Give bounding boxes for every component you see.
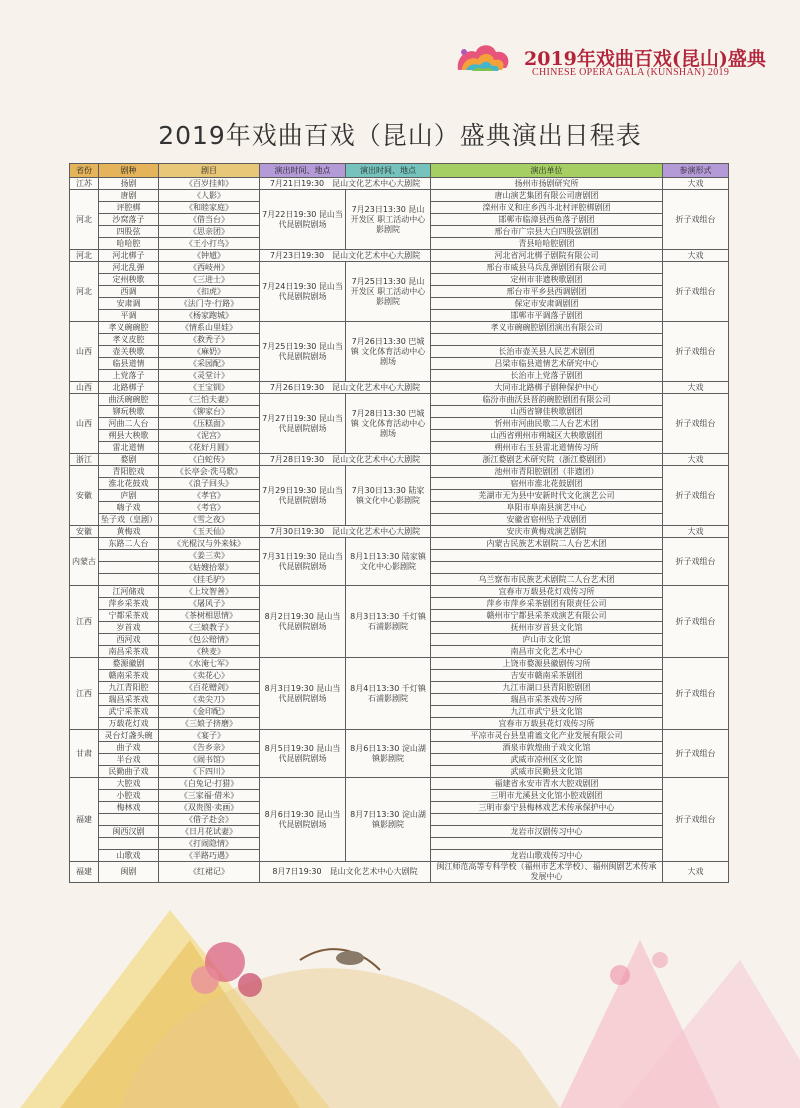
- troupe-cell: 邢台市广宗县大白四股弦剧团: [431, 226, 663, 238]
- troupe-cell: 九江市武宁县文化馆: [431, 706, 663, 718]
- play-cell: 《水淹七军》: [159, 658, 260, 670]
- play-cell: 《思亲团》: [159, 226, 260, 238]
- play-cell: 《打闹隐情》: [159, 838, 260, 850]
- province-cell: 河北: [70, 190, 99, 250]
- play-cell: 《上坟智善》: [159, 586, 260, 598]
- play-cell: 《白蛇传》: [159, 454, 260, 466]
- genre-cell: [99, 838, 159, 850]
- troupe-cell: 芜湖市无为县中安新时代文化演艺公司: [431, 490, 663, 502]
- genre-cell: 孝义碗碗腔: [99, 322, 159, 334]
- genre-cell: 哈哈腔: [99, 238, 159, 250]
- play-cell: 《钟馗》: [159, 250, 260, 262]
- header-time-evening: 演出时间、地点: [260, 164, 346, 178]
- header-province: 省份: [70, 164, 99, 178]
- gala-logo: [452, 40, 766, 88]
- province-cell: 内蒙古: [70, 538, 99, 586]
- format-cell: 折子戏组台: [663, 658, 729, 730]
- troupe-cell: 忻州市河曲民歌二人台艺术团: [431, 418, 663, 430]
- play-cell: 《借子赴会》: [159, 814, 260, 826]
- performance-time-cell: 7月26日19:30 昆山文化艺术中心大剧院: [260, 382, 431, 394]
- genre-cell: 闽剧: [99, 862, 159, 883]
- play-cell: 《闹书馆》: [159, 754, 260, 766]
- play-cell: 《雪之夜》: [159, 514, 260, 526]
- genre-cell: [99, 574, 159, 586]
- genre-cell: 西调: [99, 286, 159, 298]
- table-row: [70, 190, 729, 202]
- play-cell: 《百岁挂帅》: [159, 178, 260, 190]
- genre-cell: 东路二人台: [99, 538, 159, 550]
- play-cell: 《茶树相思情》: [159, 610, 260, 622]
- province-cell: 福建: [70, 778, 99, 862]
- performance-time-cell: 8月7日19:30 昆山文化艺术中心大剧院: [260, 862, 431, 883]
- genre-cell: 大腔戏: [99, 778, 159, 790]
- province-cell: 山西: [70, 382, 99, 394]
- play-cell: 《包公赔情》: [159, 634, 260, 646]
- troupe-cell: 大同市北路梆子剧种保护中心: [431, 382, 663, 394]
- province-cell: 山西: [70, 322, 99, 382]
- troupe-cell: [431, 814, 663, 826]
- afternoon-time-cell: 7月25日13:30 昆山开发区 职工活动中心影剧院: [346, 262, 431, 322]
- play-cell: 《人影》: [159, 190, 260, 202]
- table-row: [70, 178, 729, 190]
- troupe-cell: 保定市安肃调剧团: [431, 298, 663, 310]
- troupe-cell: 滦州市义和庄乡西斗北村评腔梆剧团: [431, 202, 663, 214]
- troupe-cell: [431, 550, 663, 562]
- play-cell: 《杨家跑城》: [159, 310, 260, 322]
- genre-cell: 曲子戏: [99, 742, 159, 754]
- play-cell: 《和睦家庭》: [159, 202, 260, 214]
- genre-cell: 孝义皮腔: [99, 334, 159, 346]
- troupe-cell: 山西省铆佳秧歌剧团: [431, 406, 663, 418]
- play-cell: 《西岐州》: [159, 262, 260, 274]
- genre-cell: 曲沃碗碗腔: [99, 394, 159, 406]
- troupe-cell: 河北省河北梆子剧院有限公司: [431, 250, 663, 262]
- play-cell: 《百花赠剑》: [159, 682, 260, 694]
- evening-time-cell: 7月24日19:30 昆山当代昆剧院剧场: [260, 262, 346, 322]
- troupe-cell: 邢台市平乡县西调剧团: [431, 286, 663, 298]
- troupe-cell: 三明市尤溪县文化馆小腔戏剧团: [431, 790, 663, 802]
- genre-cell: 唐剧: [99, 190, 159, 202]
- play-cell: 《半路巧遇》: [159, 850, 260, 862]
- troupe-cell: 青县哈哈腔剧团: [431, 238, 663, 250]
- genre-cell: 淮北花鼓戏: [99, 478, 159, 490]
- format-cell: 折子戏组台: [663, 190, 729, 250]
- province-cell: 福建: [70, 862, 99, 883]
- play-cell: 《秧麦》: [159, 646, 260, 658]
- table-row: [70, 322, 729, 334]
- genre-cell: 岁首戏: [99, 622, 159, 634]
- troupe-cell: 武威市民勤县文化馆: [431, 766, 663, 778]
- troupe-cell: 安庆市黄梅戏演艺剧院: [431, 526, 663, 538]
- play-cell: 《灵堂计》: [159, 370, 260, 382]
- header-troupe: 演出单位: [431, 164, 663, 178]
- play-cell: 《卖花心》: [159, 670, 260, 682]
- afternoon-time-cell: 7月30日13:30 陆家镇文化中心影剧院: [346, 466, 431, 526]
- afternoon-time-cell: 7月23日13:30 昆山开发区 职工活动中心影剧院: [346, 190, 431, 250]
- play-cell: 《三家福·借米》: [159, 790, 260, 802]
- genre-cell: [99, 550, 159, 562]
- play-cell: 《铆家台》: [159, 406, 260, 418]
- troupe-cell: 九江市湖口县青阳腔剧团: [431, 682, 663, 694]
- province-cell: 河北: [70, 250, 99, 262]
- play-cell: 《情系山里娃》: [159, 322, 260, 334]
- play-cell: 《法门寺·行路》: [159, 298, 260, 310]
- play-cell: 《下四川》: [159, 766, 260, 778]
- genre-cell: 江河储戏: [99, 586, 159, 598]
- afternoon-time-cell: 7月28日13:30 巴城镇 文化体育活动中心剧场: [346, 394, 431, 454]
- genre-cell: 梅林戏: [99, 802, 159, 814]
- troupe-cell: 宜春市万载县花灯戏传习所: [431, 586, 663, 598]
- format-cell: 大戏: [663, 382, 729, 394]
- genre-cell: 北路梆子: [99, 382, 159, 394]
- gala-emblem-icon: [452, 40, 514, 80]
- genre-cell: 黄梅戏: [99, 526, 159, 538]
- play-cell: 《红裙记》: [159, 862, 260, 883]
- table-header-row: [70, 164, 729, 178]
- troupe-cell: 吕梁市临县道情艺术研究中心: [431, 358, 663, 370]
- evening-time-cell: 8月6日19:30 昆山当代昆剧院剧场: [260, 778, 346, 862]
- genre-cell: 灵台灯盏头碗: [99, 730, 159, 742]
- play-cell: 《金印配》: [159, 706, 260, 718]
- schedule-table: [69, 163, 729, 883]
- play-cell: 《三进士》: [159, 274, 260, 286]
- header-time-afternoon: 演出时间、地点: [346, 164, 431, 178]
- troupe-cell: 三明市泰宁县梅林戏艺术传承保护中心: [431, 802, 663, 814]
- play-cell: 《麻奶》: [159, 346, 260, 358]
- troupe-cell: 扬州市扬剧研究所: [431, 178, 663, 190]
- troupe-cell: 邯郸市临漳县西鱼落子剧团: [431, 214, 663, 226]
- afternoon-time-cell: 8月7日13:30 淀山湖镇影剧院: [346, 778, 431, 862]
- table-row: [70, 466, 729, 478]
- play-cell: 《挂毛驴》: [159, 574, 260, 586]
- evening-time-cell: 8月3日19:30 昆山当代昆剧院剧场: [260, 658, 346, 730]
- genre-cell: 评腔梆: [99, 202, 159, 214]
- troupe-cell: 内蒙古民族艺术剧院二人台艺术团: [431, 538, 663, 550]
- play-cell: 《姜三卖》: [159, 550, 260, 562]
- performance-time-cell: 7月28日19:30 昆山文化艺术中心大剧院: [260, 454, 431, 466]
- play-cell: 《三娘教子》: [159, 622, 260, 634]
- troupe-cell: 平凉市灵台县皇甫谧文化产业发展有限公司: [431, 730, 663, 742]
- afternoon-time-cell: 8月6日13:30 淀山湖镇影剧院: [346, 730, 431, 778]
- header-format: 参演形式: [663, 164, 729, 178]
- troupe-cell: 唐山演艺集团有限公司唐剧团: [431, 190, 663, 202]
- troupe-cell: 庐山市文化馆: [431, 634, 663, 646]
- troupe-cell: 宜春市万载县花灯戏传习所: [431, 718, 663, 730]
- evening-time-cell: 7月27日19:30 昆山当代昆剧院剧场: [260, 394, 346, 454]
- genre-cell: 武宁采茶戏: [99, 706, 159, 718]
- afternoon-time-cell: 8月1日13:30 陆家镇文化中心影剧院: [346, 538, 431, 586]
- genre-cell: 西河戏: [99, 634, 159, 646]
- genre-cell: 半台戏: [99, 754, 159, 766]
- performance-time-cell: 7月21日19:30 昆山文化艺术中心大剧院: [260, 178, 431, 190]
- troupe-cell: 临汾市曲沃县晋韵碗腔剧团有限公司: [431, 394, 663, 406]
- troupe-cell: 宿州市淮北花鼓剧团: [431, 478, 663, 490]
- play-cell: 《借当台》: [159, 214, 260, 226]
- play-cell: 《救秃子》: [159, 334, 260, 346]
- play-cell: 《王宝钏》: [159, 382, 260, 394]
- troupe-cell: [431, 838, 663, 850]
- genre-cell: 朔县大秧歌: [99, 430, 159, 442]
- evening-time-cell: 8月5日19:30 昆山当代昆剧院剧场: [260, 730, 346, 778]
- province-cell: 江西: [70, 586, 99, 658]
- genre-cell: 赣南采茶戏: [99, 670, 159, 682]
- table-row: [70, 586, 729, 598]
- troupe-cell: 长治市壶关县人民艺术剧团: [431, 346, 663, 358]
- troupe-cell: [431, 334, 663, 346]
- troupe-cell: 邯郸市平调落子剧团: [431, 310, 663, 322]
- genre-cell: [99, 814, 159, 826]
- table-row: [70, 538, 729, 550]
- decorative-fan-art: [0, 900, 800, 1108]
- province-cell: 甘肃: [70, 730, 99, 778]
- format-cell: 折子戏组台: [663, 262, 729, 322]
- troupe-cell: 萍乡市萍乡采茶剧团有限责任公司: [431, 598, 663, 610]
- table-row: [70, 394, 729, 406]
- troupe-cell: 闽江师范高等专科学校（福州市艺术学校）、福州闽剧艺术传承发展中心: [431, 862, 663, 883]
- troupe-cell: 酒泉市敦煌曲子戏文化馆: [431, 742, 663, 754]
- format-cell: 折子戏组台: [663, 394, 729, 454]
- format-cell: 折子戏组台: [663, 586, 729, 658]
- format-cell: 大戏: [663, 178, 729, 190]
- play-cell: 《姑嫂拾翠》: [159, 562, 260, 574]
- troupe-cell: 瑞昌市采茶戏传习所: [431, 694, 663, 706]
- play-cell: 《双贵图·卖画》: [159, 802, 260, 814]
- play-cell: 《屠风子》: [159, 598, 260, 610]
- format-cell: 折子戏组台: [663, 466, 729, 526]
- performance-time-cell: 7月30日19:30 昆山文化艺术中心大剧院: [260, 526, 431, 538]
- play-cell: 《三怕夫妻》: [159, 394, 260, 406]
- genre-cell: [99, 562, 159, 574]
- evening-time-cell: 7月22日19:30 昆山当代昆剧院剧场: [260, 190, 346, 250]
- genre-cell: 婺源徽剧: [99, 658, 159, 670]
- troupe-cell: [431, 562, 663, 574]
- troupe-cell: 赣州市宁都县采茶戏演艺有限公司: [431, 610, 663, 622]
- play-cell: 《采园配》: [159, 358, 260, 370]
- format-cell: 大戏: [663, 862, 729, 883]
- table-row: [70, 454, 729, 466]
- troupe-cell: 池州市青阳腔剧团（非遗团）: [431, 466, 663, 478]
- page-title: 2019年戏曲百戏（昆山）盛典演出日程表: [158, 121, 642, 150]
- genre-cell: 宁都采茶戏: [99, 610, 159, 622]
- play-cell: 《扣虎》: [159, 286, 260, 298]
- evening-time-cell: 7月29日19:30 昆山当代昆剧院剧场: [260, 466, 346, 526]
- schedule-body: [70, 178, 729, 883]
- play-cell: 《卖尖刀》: [159, 694, 260, 706]
- genre-cell: 铆玩秧歌: [99, 406, 159, 418]
- genre-cell: 瑞昌采茶戏: [99, 694, 159, 706]
- table-row: [70, 778, 729, 790]
- format-cell: 折子戏组台: [663, 730, 729, 778]
- genre-cell: 小腔戏: [99, 790, 159, 802]
- format-cell: 折子戏组台: [663, 322, 729, 382]
- genre-cell: 临县道情: [99, 358, 159, 370]
- troupe-cell: 长治市上党落子剧团: [431, 370, 663, 382]
- play-cell: 《孝官》: [159, 490, 260, 502]
- table-row: [70, 658, 729, 670]
- genre-cell: 河北乱弹: [99, 262, 159, 274]
- table-row: [70, 262, 729, 274]
- play-cell: 《花好月圆》: [159, 442, 260, 454]
- genre-cell: 沙窝落子: [99, 214, 159, 226]
- genre-cell: 民勤曲子戏: [99, 766, 159, 778]
- genre-cell: 平调: [99, 310, 159, 322]
- play-cell: 《浪子回头》: [159, 478, 260, 490]
- troupe-cell: 龙岩市汉剧传习中心: [431, 826, 663, 838]
- play-cell: 《光棍汉与外来妹》: [159, 538, 260, 550]
- genre-cell: 九江青阳腔: [99, 682, 159, 694]
- evening-time-cell: 7月25日19:30 昆山当代昆剧院剧场: [260, 322, 346, 382]
- afternoon-time-cell: 7月26日13:30 巴城镇 文化体育活动中心剧场: [346, 322, 431, 382]
- genre-cell: 萍乡采茶戏: [99, 598, 159, 610]
- troupe-cell: 吉安市赣南采茶剧团: [431, 670, 663, 682]
- genre-cell: 定州秧歌: [99, 274, 159, 286]
- genre-cell: 万载花灯戏: [99, 718, 159, 730]
- troupe-cell: 阜阳市阜南县演艺中心: [431, 502, 663, 514]
- genre-cell: 安肃调: [99, 298, 159, 310]
- play-cell: 《长亭会·洗马歌》: [159, 466, 260, 478]
- format-cell: 大戏: [663, 526, 729, 538]
- afternoon-time-cell: 8月3日13:30 千灯镇石浦影剧院: [346, 586, 431, 658]
- play-cell: 《玉天仙》: [159, 526, 260, 538]
- logo-title: 2019年戏曲百戏(昆山)盛典: [524, 48, 766, 70]
- header-genre: 剧种: [99, 164, 159, 178]
- genre-cell: 上党落子: [99, 370, 159, 382]
- play-cell: 《压糕面》: [159, 418, 260, 430]
- genre-cell: 河北梆子: [99, 250, 159, 262]
- province-cell: 河北: [70, 262, 99, 322]
- table-row: [70, 862, 729, 883]
- play-cell: 《考官》: [159, 502, 260, 514]
- troupe-cell: 定州市非遗秧歌剧团: [431, 274, 663, 286]
- troupe-cell: 抚州市岁首县文化馆: [431, 622, 663, 634]
- table-row: [70, 382, 729, 394]
- play-cell: 《白兔记·打猎》: [159, 778, 260, 790]
- troupe-cell: 南昌市文化艺术中心: [431, 646, 663, 658]
- troupe-cell: 上饶市婺源县徽剧传习所: [431, 658, 663, 670]
- troupe-cell: 浙江婺剧艺术研究院（浙江婺剧团）: [431, 454, 663, 466]
- troupe-cell: 孝义市碗碗腔剧团演出有限公司: [431, 322, 663, 334]
- format-cell: 折子戏组台: [663, 538, 729, 586]
- play-cell: 《三娘子挤磨》: [159, 718, 260, 730]
- genre-cell: 婺剧: [99, 454, 159, 466]
- troupe-cell: 福建省永安市青水大腔戏剧团: [431, 778, 663, 790]
- province-cell: 山西: [70, 394, 99, 454]
- province-cell: 江苏: [70, 178, 99, 190]
- afternoon-time-cell: 8月4日13:30 千灯镇石浦影剧院: [346, 658, 431, 730]
- evening-time-cell: 8月2日19:30 昆山当代昆剧院剧场: [260, 586, 346, 658]
- format-cell: 大戏: [663, 454, 729, 466]
- troupe-cell: 安徽省宿州坠子戏剧团: [431, 514, 663, 526]
- genre-cell: 青阳腔戏: [99, 466, 159, 478]
- troupe-cell: 乌兰察布市民族艺术剧院二人台艺术团: [431, 574, 663, 586]
- play-cell: 《告乡亲》: [159, 742, 260, 754]
- troupe-cell: 朔州市右玉县雷北道情传习所: [431, 442, 663, 454]
- play-cell: 《宴子》: [159, 730, 260, 742]
- table-row: [70, 250, 729, 262]
- header-play: 剧目: [159, 164, 260, 178]
- troupe-cell: 龙岩山歌戏传习中心: [431, 850, 663, 862]
- genre-cell: 雷北道情: [99, 442, 159, 454]
- genre-cell: 山歌戏: [99, 850, 159, 862]
- genre-cell: 南昌采茶戏: [99, 646, 159, 658]
- logo-subtitle: CHINESE OPERA GALA (KUNSHAN) 2019: [532, 67, 730, 78]
- troupe-cell: 邢台市威县马兵乱弹剧团有限公司: [431, 262, 663, 274]
- genre-cell: 扬剧: [99, 178, 159, 190]
- play-cell: 《泥宫》: [159, 430, 260, 442]
- genre-cell: 河曲二人台: [99, 418, 159, 430]
- troupe-cell: 武威市凉州区文化馆: [431, 754, 663, 766]
- genre-cell: 壶关秧歌: [99, 346, 159, 358]
- table-row: [70, 730, 729, 742]
- genre-cell: 嗨子戏: [99, 502, 159, 514]
- performance-time-cell: 7月23日19:30 昆山文化艺术中心大剧院: [260, 250, 431, 262]
- genre-cell: 坠子戏（皇剧）: [99, 514, 159, 526]
- province-cell: 浙江: [70, 454, 99, 466]
- format-cell: 大戏: [663, 250, 729, 262]
- play-cell: 《日月花试妻》: [159, 826, 260, 838]
- genre-cell: 闽西汉剧: [99, 826, 159, 838]
- province-cell: 江西: [70, 658, 99, 730]
- genre-cell: 庐剧: [99, 490, 159, 502]
- genre-cell: 四股弦: [99, 226, 159, 238]
- evening-time-cell: 7月31日19:30 昆山当代昆剧院剧场: [260, 538, 346, 586]
- troupe-cell: 山西省朔州市朔城区大秧歌剧团: [431, 430, 663, 442]
- province-cell: 安徽: [70, 526, 99, 538]
- table-row: [70, 526, 729, 538]
- province-cell: 安徽: [70, 466, 99, 526]
- play-cell: 《王小打鸟》: [159, 238, 260, 250]
- format-cell: 折子戏组台: [663, 778, 729, 862]
